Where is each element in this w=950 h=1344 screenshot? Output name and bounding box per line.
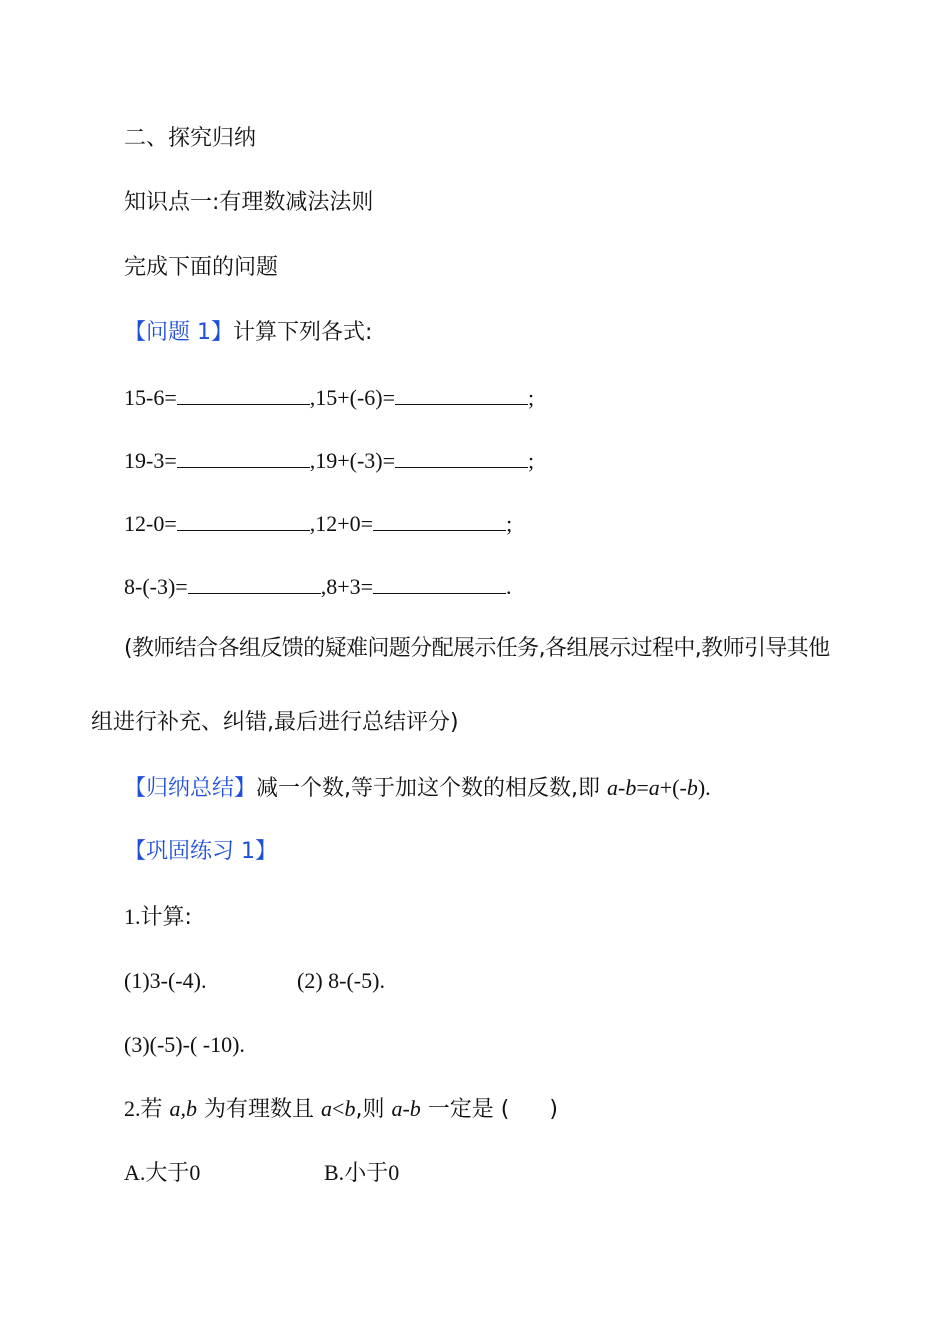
- summary-text: 减一个数,等于加这个数的相反数,即: [256, 776, 601, 801]
- calc-expr-b: ,15+(-6)=: [309, 385, 396, 410]
- problem-1: (1)3-(-4).: [124, 968, 207, 993]
- item-number: 1.: [124, 904, 141, 929]
- calc-expr-b: ,19+(-3)=: [309, 448, 396, 473]
- answer-blank[interactable]: [373, 510, 506, 531]
- instruction-text: [124, 253, 278, 283]
- answer-blank[interactable]: [177, 447, 310, 468]
- practice-problems-row1: [124, 966, 385, 996]
- practice-item2: 2.若 a,b 为有理数且 a<b,则 a-b 一定是 ( ): [124, 1096, 558, 1122]
- calc-end: .: [506, 574, 512, 599]
- section-title: 二、探究归纳: [124, 126, 257, 151]
- question1-text: 计算下列各式:: [233, 320, 373, 345]
- practice-item1: [124, 902, 192, 933]
- answer-blank[interactable]: [395, 384, 528, 405]
- summary-formula: a-b=a+(-b).: [607, 775, 711, 800]
- calc-expr-a: 12-0=: [124, 511, 177, 536]
- calc-expr-b: ,8+3=: [320, 574, 374, 599]
- calc-end: ;: [506, 511, 513, 536]
- calc-line-2: [124, 446, 534, 476]
- question1-label: 【问题 1】: [124, 320, 233, 345]
- answer-blank[interactable]: [188, 573, 321, 594]
- knowledge-point-heading: 知识点一:有理数减法法则: [124, 190, 374, 215]
- calc-line-4: [124, 572, 512, 602]
- teacher-note-line2: 组进行补充、纠错,最后进行总结评分): [91, 710, 459, 735]
- summary-line: [124, 773, 711, 804]
- answer-blank[interactable]: [177, 384, 310, 405]
- item-number: 2.: [124, 1096, 141, 1121]
- calc-line-3: [124, 509, 512, 539]
- calc-end: ;: [528, 448, 535, 473]
- calc-line-1: [124, 383, 534, 413]
- answer-blank[interactable]: [395, 447, 528, 468]
- calc-expr-a: 15-6=: [124, 385, 177, 410]
- item-text: 计算:: [140, 905, 192, 930]
- answer-paren[interactable]: ( ): [500, 1097, 558, 1122]
- practice-label: 【巩固练习 1】: [124, 839, 277, 864]
- question1-line: [124, 318, 372, 348]
- summary-label: 【归纳总结】: [124, 776, 257, 801]
- calc-end: ;: [528, 385, 535, 410]
- teacher-note-line1: (教师结合各组反馈的疑难问题分配展示任务,各组展示过程中,教师引导其他: [124, 636, 830, 661]
- option-b[interactable]: B.小于0: [324, 1160, 400, 1186]
- answer-blank[interactable]: [177, 510, 310, 531]
- calc-expr-b: ,12+0=: [309, 511, 374, 536]
- instruction-label: 完成下面的问题: [124, 255, 279, 280]
- calc-expr-a: 8-(-3)=: [124, 574, 188, 599]
- option-a[interactable]: A.大于0: [124, 1160, 201, 1186]
- calc-expr-a: 19-3=: [124, 448, 177, 473]
- answer-blank[interactable]: [373, 573, 506, 594]
- problem-2: (2) 8-(-5).: [297, 968, 385, 993]
- problem-3: (3)(-5)-( -10).: [124, 1032, 245, 1057]
